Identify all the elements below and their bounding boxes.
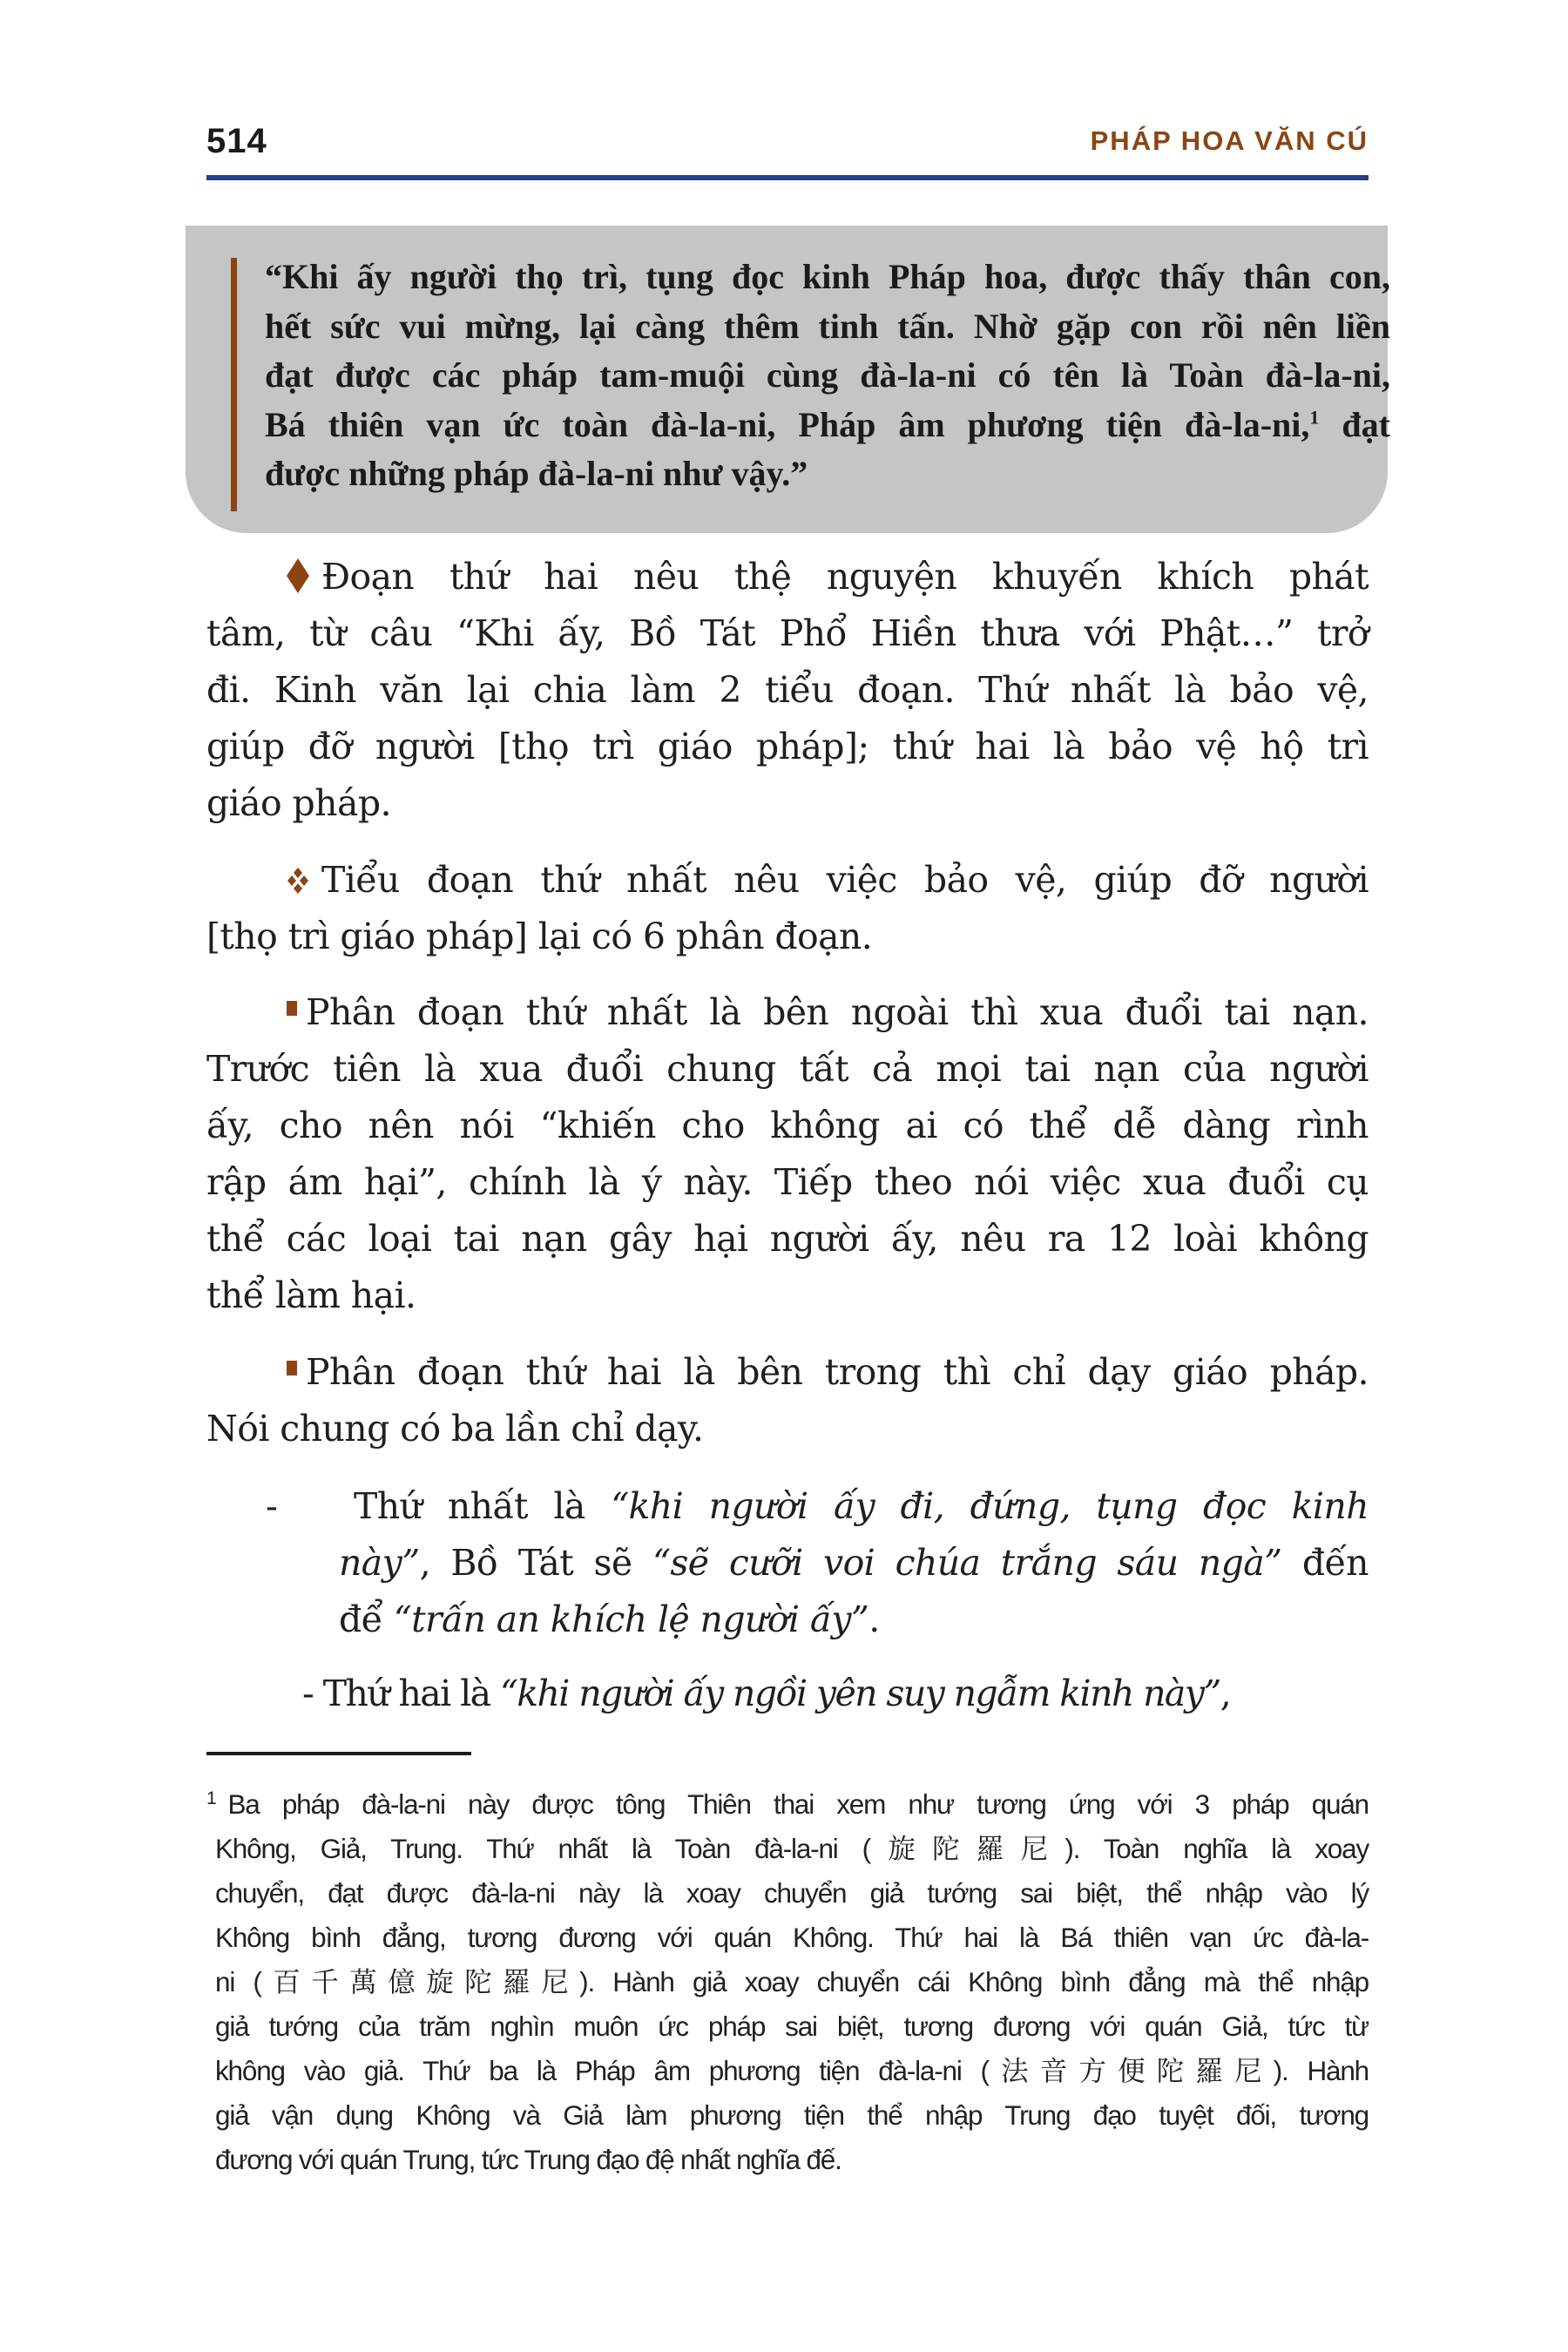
text-span: Thứ nhất là (353, 1485, 612, 1527)
text-line (206, 1344, 1369, 1401)
paragraph-part-2 (206, 1344, 1369, 1457)
text-line (206, 1666, 1369, 1722)
quoted-italic: này” (339, 1542, 420, 1584)
text-line: đi. Kinh văn lại chia làm 2 tiểu đoạn. Thứ nhất là bảo vệ, (206, 669, 1369, 711)
text-span: . (868, 1598, 880, 1640)
text-span: Thứ hai là (313, 1673, 500, 1714)
quote-line: “Khi ấy người thọ trì, tụng đọc kinh Pháp hoa, được thấy thân con, (265, 257, 1390, 296)
text-span: để (339, 1598, 394, 1640)
text-line (206, 549, 1369, 605)
text-line (206, 852, 1369, 909)
text-span: Ba pháp đà-la-ni này được tông Thiên thai xem như tương ứng với 3 pháp quán (227, 1788, 1369, 1820)
text-span: Đoạn thứ hai nêu thệ nguyện khuyến khích phát (321, 556, 1369, 598)
text-line: thể làm hại. (206, 1274, 416, 1316)
footnote-line: Không bình đẳng, tương đương với quán Không. Thứ hai là Bá thiên vạn ức đà-la- (215, 1922, 1369, 1953)
text-line (206, 1592, 1369, 1648)
text-line (206, 984, 1369, 1041)
quoted-italic: “khi người ấy đi, đứng, tụng đọc kinh (611, 1485, 1369, 1527)
quoted-italic: “trấn an khích lệ người ấy” (393, 1598, 869, 1640)
scripture-quote (265, 253, 1390, 499)
page-number: 514 (206, 122, 267, 160)
text-line: giáo pháp. (206, 782, 391, 824)
footnote (206, 1782, 1369, 2182)
book-title: PHÁP HOA VĂN CÚ (1090, 125, 1369, 156)
text-span: Tiểu đoạn thứ nhất nêu việc bảo vệ, giúp đỡ người (321, 859, 1369, 901)
quote-line (265, 401, 1390, 450)
footnote-line: ni (百千萬億旋陀羅尼). Hành giả xoay chuyển cái Không bình đẳng mà thể nhập (215, 1966, 1369, 1997)
square-icon (287, 1361, 297, 1375)
footnote-mark: 1 (206, 1788, 216, 1808)
footnote-line: giả tướng của trăm nghìn muôn ức pháp sai biệt, tương đương với quán Giả, tức từ (215, 2011, 1369, 2042)
text-span: đến (1281, 1542, 1369, 1584)
footnote-line (206, 1782, 1369, 1827)
quoted-italic: “sẽ cưỡi voi chúa trắng sáu ngà” (652, 1542, 1282, 1584)
text-line: thể các loại tai nạn gây hại người ấy, nêu ra 12 loài không (206, 1218, 1369, 1260)
text-line: ấy, cho nên nói “khiến cho không ai có thể dễ dàng rình (206, 1105, 1369, 1146)
square-icon (287, 1001, 297, 1016)
footnote-line: giả vận dụng Không và Giả làm phương tiện thể nhập Trung đạo tuyệt đối, tương (215, 2099, 1369, 2131)
text-span: Phân đoạn thứ hai là bên trong thì chỉ dạy giáo pháp. (306, 1351, 1369, 1393)
text-line: tâm, từ câu “Khi ấy, Bồ Tát Phổ Hiền thưa với Phật…” trở (206, 612, 1369, 654)
text-span: Phân đoạn thứ nhất là bên ngoài thì xua đuổi tai nạn. (306, 991, 1369, 1033)
text-line: Trước tiên là xua đuổi chung tất cả mọi tai nạn của người (206, 1048, 1369, 1090)
quoted-italic: “khi người ấy ngồi yên suy ngẫm kinh này” (499, 1673, 1220, 1714)
diamond-icon (287, 558, 309, 593)
paragraph-section-2 (206, 549, 1369, 832)
footnote-ref[interactable]: 1 (1309, 406, 1320, 429)
text-line: rập ám hại”, chính là ý này. Tiếp theo nói việc xua đuổi cụ (206, 1161, 1369, 1203)
quote-line: hết sức vui mừng, lại càng thêm tinh tấn. Nhờ gặp con rồi nên liền (265, 306, 1390, 346)
list-item (206, 1666, 1369, 1722)
footnote-line: đương với quán Trung, tức Trung đạo đệ nhất nghĩa đế. (215, 2144, 841, 2175)
text-line: giúp đỡ người [thọ trì giáo pháp]; thứ hai là bảo vệ hộ trì (206, 726, 1369, 767)
four-diamond-icon (287, 868, 309, 894)
header-rule (206, 175, 1369, 180)
text-line: Nói chung có ba lần chỉ dạy. (206, 1408, 704, 1450)
text-span: , (1220, 1673, 1231, 1714)
quote-line-text: Bá thiên vạn ức toàn đà-la-ni, Pháp âm phương tiện đà-la-ni, (265, 404, 1310, 444)
text-line: - Thứ nhất là “khi người ấy đi, đứng, tụng đọc kinh (266, 1485, 1369, 1527)
footnote-line: Không, Giả, Trung. Thứ nhất là Toàn đà-la-ni (旋陀羅尼). Toàn nghĩa là xoay (215, 1833, 1369, 1864)
footnote-line: chuyển, đạt được đà-la-ni này là xoay chuyển giả tướng sai biệt, thể nhập vào lý (215, 1877, 1369, 1909)
paragraph-subsection-1 (206, 852, 1369, 965)
quote-line-text: đạt (1319, 404, 1390, 444)
footnote-line: không vào giả. Thứ ba là Pháp âm phương tiện đà-la-ni (法音方便陀羅尼). Hành (215, 2055, 1369, 2086)
dash-marker: - (302, 1673, 314, 1714)
quote-bar (231, 258, 237, 511)
quote-line: đạt được các pháp tam-muội cùng đà-la-ni có tên là Toàn đà-la-ni, (265, 355, 1390, 395)
list-item (206, 1478, 1369, 1648)
paragraph-part-1 (206, 984, 1369, 1324)
footnote-rule (206, 1752, 471, 1755)
text-line: [thọ trì giáo pháp] lại có 6 phân đoạn. (206, 916, 873, 957)
quote-line: được những pháp đà-la-ni như vậy.” (265, 454, 808, 493)
text-line (206, 1535, 1369, 1592)
text-span: , Bồ Tát sẽ (419, 1542, 652, 1584)
running-head (206, 122, 1369, 174)
